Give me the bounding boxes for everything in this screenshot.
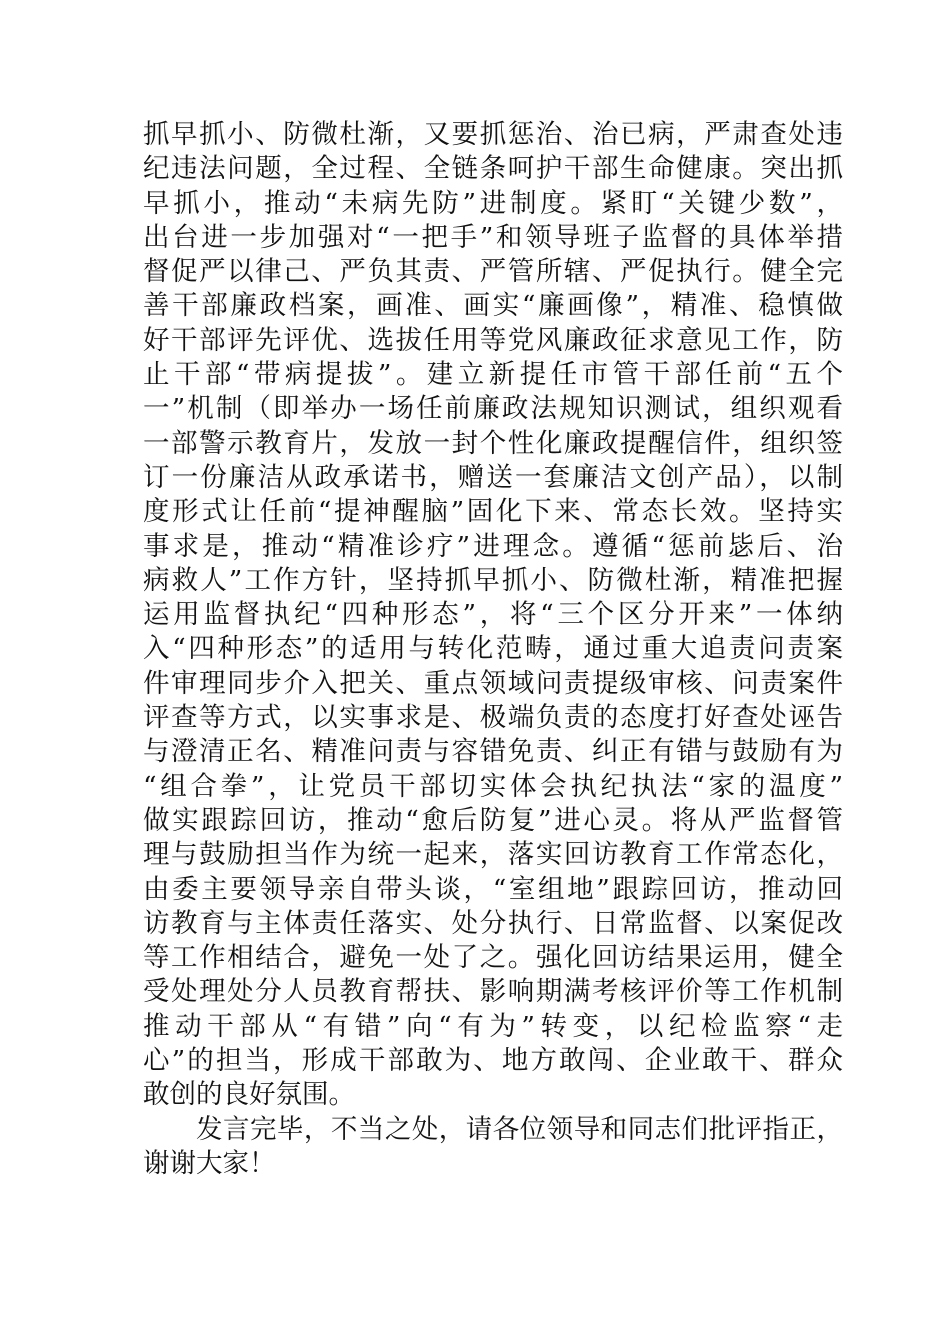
text-line: 与澄清正名、精准问责与容错免责、纠正有错与鼓励有为 xyxy=(143,736,843,768)
text-line: 运用监督执纪“四种形态”，将“三个区分开来”一体纳 xyxy=(143,599,843,631)
text-line: 入“四种形态”的适用与转化范畴，通过重大追责问责案 xyxy=(143,633,843,665)
text-line: 纪违法问题，全过程、全链条呵护干部生命健康。突出抓 xyxy=(143,153,843,185)
text-line: 推动干部从“有错”向“有为”转变，以纪检监察“走 xyxy=(143,1010,843,1042)
text-line: 件审理同步介入把关、重点领域问责提级审核、问责案件 xyxy=(143,667,843,699)
text-line: 心”的担当，形成干部敢为、地方敢闯、企业敢干、群众 xyxy=(143,1045,843,1077)
text-line: 由委主要领导亲自带头谈，“室组地”跟踪回访，推动回 xyxy=(143,873,843,905)
paragraph-1 xyxy=(143,118,843,1113)
text-line: 理与鼓励担当作为统一起来，落实回访教育工作常态化， xyxy=(143,839,843,871)
text-line: 事求是，推动“精准诊疗”进理念。遵循“惩前毖后、治 xyxy=(143,530,843,562)
text-line: 善干部廉政档案，画准、画实“廉画像”，精准、稳慎做 xyxy=(143,290,843,322)
text-line: 评查等方式，以实事求是、极端负责的态度打好查处诬告 xyxy=(143,702,843,734)
text-line: 等工作相结合，避免一处了之。强化回访结果运用，健全 xyxy=(143,942,843,974)
text-line: 止干部“带病提拔”。建立新提任市管干部任前“五个 xyxy=(143,359,843,391)
text-line: 督促严以律己、严负其责、严管所辖、严促执行。健全完 xyxy=(143,256,843,288)
text-line: 谢谢大家！ xyxy=(143,1147,276,1179)
text-line: 一”机制（即举办一场任前廉政法规知识测试，组织观看 xyxy=(143,393,843,425)
text-line: 好干部评先评优、选拔任用等党风廉政征求意见工作，防 xyxy=(143,324,843,356)
text-line: 访教育与主体责任落实、处分执行、日常监督、以案促改 xyxy=(143,907,843,939)
text-line: 一部警示教育片，发放一封个性化廉政提醒信件，组织签 xyxy=(143,427,843,459)
paragraph-2 xyxy=(143,1113,843,1182)
text-line: 度形式让任前“提神醒脑”固化下来、常态长效。坚持实 xyxy=(143,496,843,528)
text-line: 早抓小，推动“未病先防”进制度。紧盯“关键少数”， xyxy=(143,187,843,219)
text-line: 发言完毕，不当之处，请各位领导和同志们批评指正， xyxy=(196,1113,843,1145)
text-line: 敢创的良好氛围。 xyxy=(143,1079,355,1111)
body-text xyxy=(143,118,843,1181)
text-line: 病救人”工作方针，坚持抓早抓小、防微杜渐，精准把握 xyxy=(143,564,843,596)
text-line: 订一份廉洁从政承诺书，赠送一套廉洁文创产品），以制 xyxy=(143,461,843,493)
text-line: “组合拳”，让党员干部切实体会执纪执法“家的温度” xyxy=(143,770,843,802)
text-line: 受处理处分人员教育帮扶、影响期满考核评价等工作机制 xyxy=(143,976,843,1008)
text-line: 抓早抓小、防微杜渐，又要抓惩治、治已病，严肃查处违 xyxy=(143,119,843,150)
text-line: 做实跟踪回访，推动“愈后防复”进心灵。将从严监督管 xyxy=(143,804,843,836)
text-line: 出台进一步加强对“一把手”和领导班子监督的具体举措 xyxy=(143,221,843,253)
